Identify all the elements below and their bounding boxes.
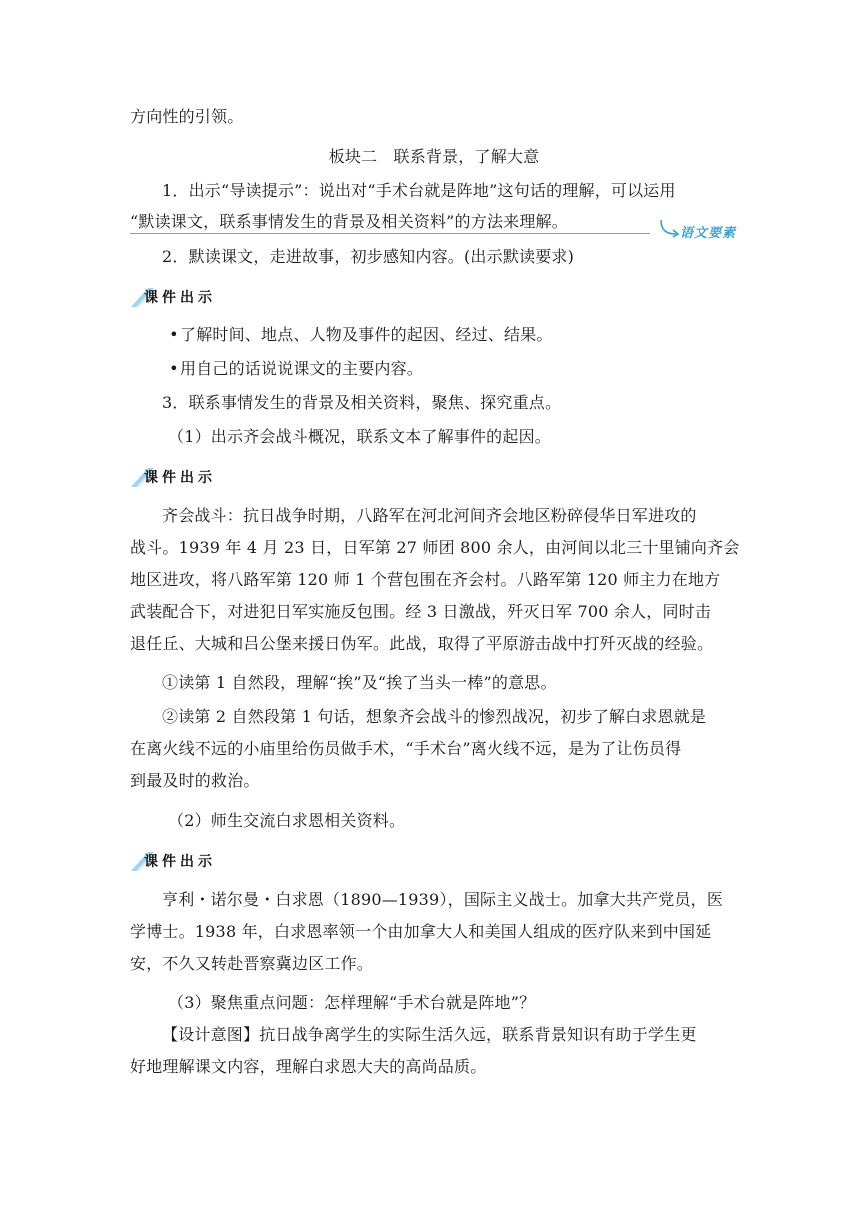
item1-line2: “默读课文，联系事情发生的背景及相关资料”的方法来理解。 bbox=[130, 212, 568, 231]
bullet-text: 了解时间、地点、人物及事件的起因、经过、结果。 bbox=[180, 325, 553, 344]
battle-text-line: 齐会战斗：抗日战争时期，八路军在河北河间齐会地区粉碎侵华日军进攻的 bbox=[162, 506, 697, 525]
courseware-badge bbox=[130, 286, 250, 310]
courseware-label: 课件出示 bbox=[144, 470, 216, 486]
courseware-label: 课件出示 bbox=[144, 290, 216, 306]
bethune-text-line: 安，不久又转赴晋察冀边区工作。 bbox=[130, 954, 374, 973]
bullet-text: 用自己的话说说课文的主要内容。 bbox=[180, 359, 424, 378]
section-title: 板块二 联系背景，了解大意 bbox=[328, 147, 540, 166]
battle-text-line: 武装配合下，对进犯日军实施反包围。经 3 日激战，歼灭日军 700 余人，同时击 bbox=[130, 602, 712, 621]
courseware-badge bbox=[130, 466, 250, 490]
design-intent-line: 【设计意图】抗日战争离学生的实际生活久远，联系背景知识有助于学生更 bbox=[162, 1025, 697, 1044]
item3: 3．联系事情发生的背景及相关资料，聚焦、探究重点。 bbox=[162, 393, 562, 412]
battle-text-line: 退任丘、大城和吕公堡来援日伪军。此战，取得了平原游击战中打歼灭战的经验。 bbox=[130, 634, 714, 653]
courseware-badge bbox=[130, 850, 250, 874]
bullet-item bbox=[168, 359, 423, 379]
design-intent-line: 好地理解课文内容，理解白求恩大夫的高尚品质。 bbox=[130, 1057, 487, 1076]
item1-line1: 1．出示“导读提示”：说出对“手术台就是阵地”这句话的理解，可以运用 bbox=[162, 181, 676, 200]
tag-arrow-icon bbox=[658, 218, 682, 240]
sub-item-3: （3）聚焦重点问题：怎样理解“手术台就是阵地”？ bbox=[168, 993, 536, 1012]
item1-underline bbox=[130, 233, 650, 234]
read-item-2-line: 在离火线不远的小庙里给伤员做手术，“手术台”离火线不远，是为了让伤员得 bbox=[130, 739, 682, 758]
read-item-2-line: 到最及时的救治。 bbox=[130, 771, 260, 790]
battle-text-line: 战斗。1939 年 4 月 23 日，日军第 27 师团 800 余人，由河间以北三十里铺向齐会 bbox=[130, 538, 740, 557]
battle-text-line: 地区进攻，将八路军第 120 师 1 个营包围在齐会村。八路军第 120 师主力在地方 bbox=[130, 570, 721, 589]
side-tag bbox=[658, 218, 738, 244]
courseware-label: 课件出示 bbox=[144, 854, 216, 870]
side-tag-label: 语文要素 bbox=[680, 226, 737, 241]
sub-item-2: （2）师生交流白求恩相关资料。 bbox=[168, 811, 406, 830]
item2: 2．默读课文，走进故事，初步感知内容。(出示默读要求) bbox=[162, 247, 575, 266]
bullet-dot-icon: • bbox=[169, 359, 179, 378]
top-line: 方向性的引领。 bbox=[130, 107, 244, 126]
bethune-text-line: 学博士。1938 年，白求恩率领一个由加拿大人和美国人组成的医疗队来到中国延 bbox=[130, 922, 712, 941]
read-item-2-line: ②读第 2 自然段第 1 句话，想象齐会战斗的惨烈战况，初步了解白求恩就是 bbox=[162, 707, 707, 726]
bethune-text-line: 亨利・诺尔曼・白求恩（1890—1939），国际主义战士。加拿大共产党员，医 bbox=[162, 890, 724, 909]
bullet-dot-icon: • bbox=[169, 325, 179, 344]
bullet-item bbox=[168, 325, 553, 345]
read-item-1: ①读第 1 自然段，理解“挨”及“挨了当头一棒”的意思。 bbox=[162, 673, 557, 692]
sub-item-1: （1）出示齐会战斗概况，联系文本了解事件的起因。 bbox=[168, 427, 551, 446]
